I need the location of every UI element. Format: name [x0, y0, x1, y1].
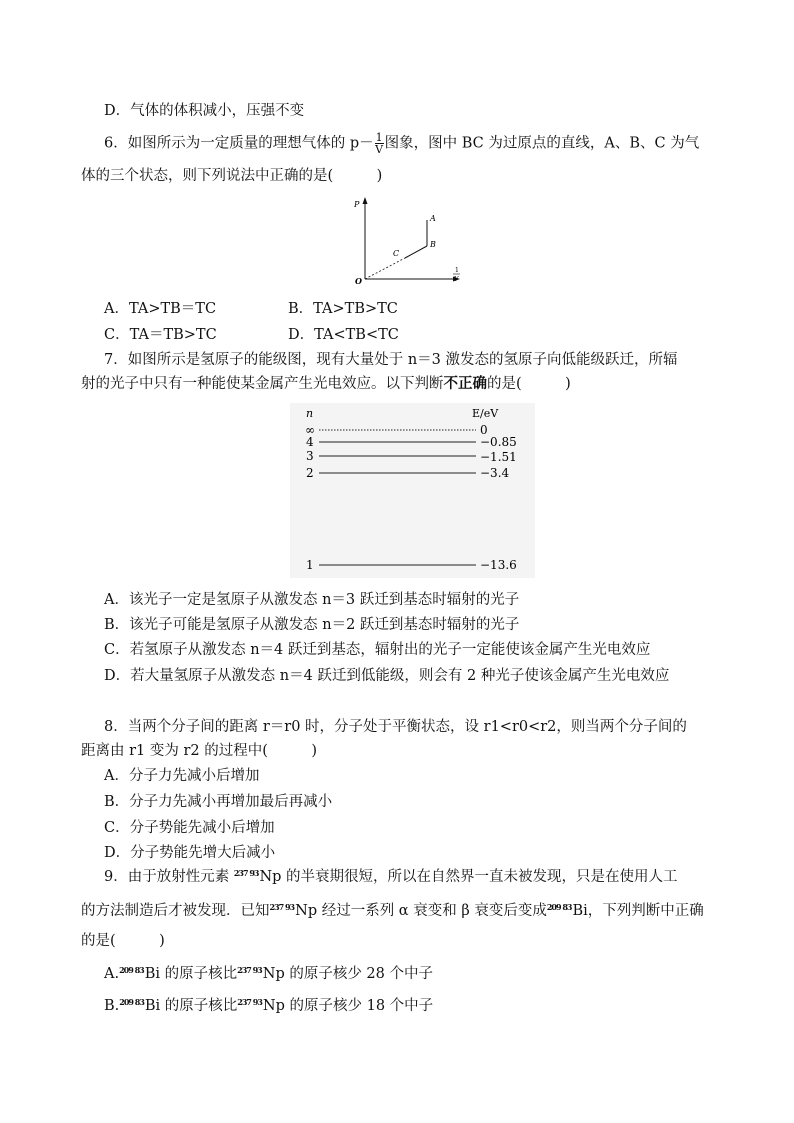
level-inf-e: 0 [480, 423, 488, 437]
level-2-n: 2 [306, 466, 314, 480]
q7-option-d: D．若大量氢原子从激发态 n＝4 跃迁到低能级，则会有 2 种光子使该金属产生光电效应 [104, 668, 670, 684]
level-2-e: −3.4 [480, 466, 510, 480]
q9-option-a-text-post: Np 的原子核少 28 个中子 [262, 966, 433, 982]
p-inverse-v-graph [345, 195, 470, 287]
q6-option-b: B．TA>TB>TC [288, 301, 398, 317]
q6-stem-text-b: 图象，图中 BC 为过原点的直线，A、B、C 为气 [384, 135, 700, 152]
q7-stem-line1: 7．如图所示是氢原子的能级图，现有大量处于 n＝3 激发态的氢原子向低能级跃迁，所辐 [104, 352, 678, 368]
q8-stem-line1: 8．当两个分子间的距离 r＝r0 时，分子处于平衡状态，设 r1<r0<r2，则当两个分子间的 [104, 719, 687, 735]
q6-stem-line1 [104, 132, 699, 155]
q9-option-a [104, 964, 433, 984]
level-3-e: −1.51 [480, 450, 517, 464]
q6-option-c: C．TA＝TB>TC [104, 327, 217, 343]
q6-option-d: D．TA<TB<TC [288, 327, 399, 343]
y-axis-arrow [363, 197, 368, 204]
level-3-n: 3 [306, 449, 314, 463]
q9-option-a-text-mid: Bi 的原子核比 [144, 966, 238, 982]
q9-option-a-label: A. [104, 966, 120, 982]
level-4-e: −0.85 [480, 435, 517, 449]
x-axis-label-num: 1 [455, 267, 459, 274]
q7-option-a: A．该光子一定是氢原子从激发态 n＝3 跃迁到基态时辐射的光子 [104, 592, 520, 608]
q9-option-b [104, 996, 433, 1016]
bi-isotope-numbers: 209 83 [119, 997, 144, 1007]
q7-stem-text-c: 的是( ) [487, 376, 571, 392]
q7-option-c: C．若氢原子从激发态 n＝4 跃迁到基态，辐射出的光子一定能使该金属产生光电效应 [104, 642, 651, 658]
level-4-n: 4 [306, 435, 314, 449]
np-isotope-numbers: 237 93 [237, 997, 262, 1007]
q9-stem-line1 [104, 867, 678, 887]
q9-option-b-text-mid: Bi 的原子核比 [144, 998, 238, 1014]
x-axis-label-den: V [454, 276, 459, 283]
q8-option-a: A．分子力先减小后增加 [104, 768, 260, 784]
q8-option-b: B．分子力先减小再增加最后再减小 [104, 794, 333, 810]
q7-stem-emphasis: 不正确 [443, 375, 487, 392]
y-axis-label: P [354, 200, 360, 209]
point-c-label: C [393, 249, 400, 258]
origin-label: O [355, 276, 362, 286]
dashed-line-oc [365, 258, 405, 279]
q9-stem-text-b: Np 的半衰期很短，所以在自然界一直未被发现，只是在使用人工 [259, 869, 678, 885]
n-label: n [306, 407, 314, 420]
q6-stem-line2: 体的三个状态，则下列说法中正确的是( ) [81, 168, 383, 184]
line-cb [405, 246, 427, 258]
q8-stem-line2: 距离由 r1 变为 r2 的过程中( ) [81, 743, 318, 759]
q9-stem-line2 [81, 901, 704, 921]
q7-stem-text-a: 射的光子中只有一种能使某金属产生光电效应。以下判断 [81, 376, 444, 392]
np-isotope-numbers: 237 93 [233, 868, 259, 878]
q6-stem-text-a: 6．如图所示为一定质量的理想气体的 p－ [104, 135, 374, 152]
q9-stem-text-2b: Np 经过一系列 α 衰变和 β 衰变后变成 [295, 903, 547, 919]
q9-stem-text-2c: Bi，下列判断中正确 [572, 903, 704, 919]
q9-stem-text-2a: 的方法制造后才被发现．已知 [81, 903, 270, 919]
np-isotope-numbers: 237 93 [237, 965, 262, 975]
q6-option-a: A．TA>TB＝TC [104, 301, 217, 317]
q5-option-d: D．气体的体积减小，压强不变 [104, 103, 305, 119]
point-a-label: A [430, 214, 436, 223]
level-1-e: −13.6 [480, 558, 517, 572]
fraction-denominator: V [375, 143, 384, 156]
point-b-label: B [430, 240, 436, 249]
np-isotope-numbers: 237 93 [269, 902, 295, 912]
bi-isotope-numbers: 209 83 [119, 965, 144, 975]
q7-stem-line2 [81, 374, 571, 394]
energy-label: E/eV [472, 407, 499, 420]
diagram-background [290, 403, 535, 578]
q8-option-d: D．分子势能先增大后减小 [104, 845, 276, 861]
q9-option-b-label: B. [104, 998, 120, 1014]
q7-option-b: B．该光子可能是氢原子从激发态 n＝2 跃迁到基态时辐射的光子 [104, 617, 520, 633]
level-1-n: 1 [306, 558, 314, 572]
q9-option-b-text-post: Np 的原子核少 18 个中子 [262, 998, 434, 1014]
q9-stem-line3: 的是( ) [81, 933, 165, 949]
fraction-one-over-v [375, 132, 384, 155]
q8-option-c: C．分子势能先减小后增加 [104, 820, 275, 836]
q9-stem-text-a: 9．由于放射性元素 [104, 869, 230, 885]
level-inf-n: ∞ [305, 423, 315, 437]
hydrogen-energy-level-diagram [290, 403, 535, 578]
bi-isotope-numbers: 209 83 [546, 902, 572, 912]
fraction-numerator: 1 [375, 131, 383, 144]
